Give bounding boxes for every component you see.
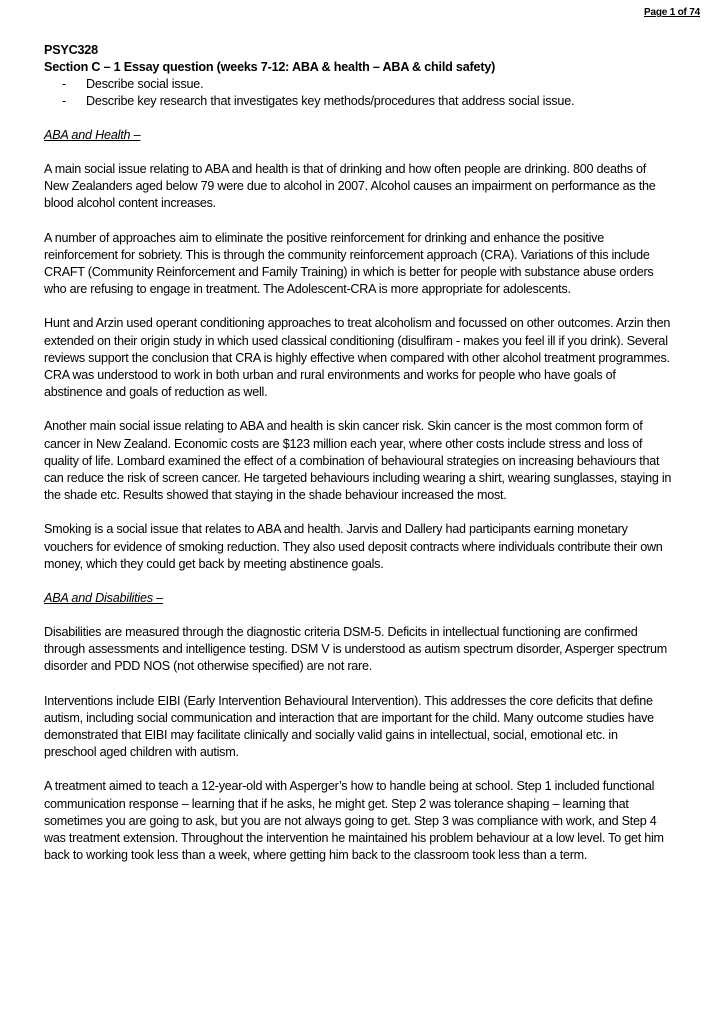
paragraph: Hunt and Arzin used operant conditioning approaches to treat alcoholism and focussed on other outcomes. Arzin then extended on their origin study in which used classical conditioning (disulfiram - makes you feel ill if you drink). Several reviews support the conclusion that CRA is highly effective when compared with other alcohol treatment programmes. CRA was understood to work in both urban and rural environments and works for people who have goals of abstinence and goals of reduction as well. <box>44 316 671 400</box>
page-number: Page 1 of 74 <box>644 7 700 18</box>
instruction-item <box>44 93 672 110</box>
section-heading-aba-health: ABA and Health – <box>44 128 141 142</box>
section-heading-aba-disabilities: ABA and Disabilities – <box>44 591 164 606</box>
instruction-text: Describe social issue. <box>86 77 204 91</box>
bullet-dash: - <box>62 94 66 108</box>
paragraph: A main social issue relating to ABA and health is that of drinking and how often people are drinking. 800 deaths of New Zealanders aged below 79 were due to alcohol in 2007. Alcohol causes an impairment on performance as the blood alcohol content increases. <box>44 162 656 211</box>
instructions-list <box>44 76 672 110</box>
instruction-text: Describe key research that investigates key methods/procedures that address social issue. <box>86 94 575 108</box>
document-header <box>44 42 672 110</box>
paragraph: A number of approaches aim to eliminate the positive reinforcement for drinking and enhance the positive reinforcement for sobriety. This is through the community reinforcement approach (CRA). Variations of this include CRAFT (Community Reinforcement and Family Training) in which is better for people with substance abuse orders who are refusing to engage in treatment. The Adolescent-CRA is more appropriate for adolescents. <box>44 230 654 297</box>
paragraph: Disabilities are measured through the diagnostic criteria DSM-5. Deficits in intellectual functioning are confirmed through assessments and intelligence testing. DSM V is understood as autism spectrum disorder, Asperger spectrum disorder and PDD NOS (not otherwise specified) are not rare. <box>44 625 667 674</box>
paragraph: A treatment aimed to teach a 12-year-old with Asperger’s how to handle being at school. Step 1 included functional communication response – learning that if he asks, he might get. Step 2 was tolerance shaping – learning that sometimes you are going to ask, but you are not always going to get. Step 3 was compliance with work, and Step 4 was treatment extension. Throughout the intervention he maintained his problem behaviour at a low level. To get him back to working took less than a week, where getting him back to the classroom took less than a term. <box>44 779 664 863</box>
paragraph: Smoking is a social issue that relates to ABA and health. Jarvis and Dallery had participants earning monetary vouchers for evidence of smoking reduction. They also used deposit contracts where individuals contribute their own money, which they could get back by meeting abstinence goals. <box>44 522 663 571</box>
course-code: PSYC328 <box>44 43 98 57</box>
instruction-item <box>44 76 672 93</box>
bullet-dash: - <box>62 77 66 91</box>
section-title: Section C – 1 Essay question (weeks 7-12: ABA & health – ABA & child safety) <box>44 60 496 74</box>
paragraph: Another main social issue relating to ABA and health is skin cancer risk. Skin cancer is the most common form of cancer in New Zealand. Economic costs are $123 million each year, where other costs include stress and loss of quality of life. Lombard examined the effect of a combination of behavioural strategies on increasing behaviours that can reduce the risk of screen cancer. He targeted behaviours including wearing a shirt, wearing sunglasses, staying in the shade etc. Results showed that staying in the shade behaviour increased the most. <box>44 419 672 503</box>
paragraph: Interventions include EIBI (Early Intervention Behavioural Intervention). This addresses the core deficits that define autism, including social communication and interaction that are important for the child. Many outcome studies have demonstrated that EIBI may facilitate clinically and socially valid gains in intellectual, social, emotional etc. in preschool aged children with autism. <box>44 693 654 760</box>
